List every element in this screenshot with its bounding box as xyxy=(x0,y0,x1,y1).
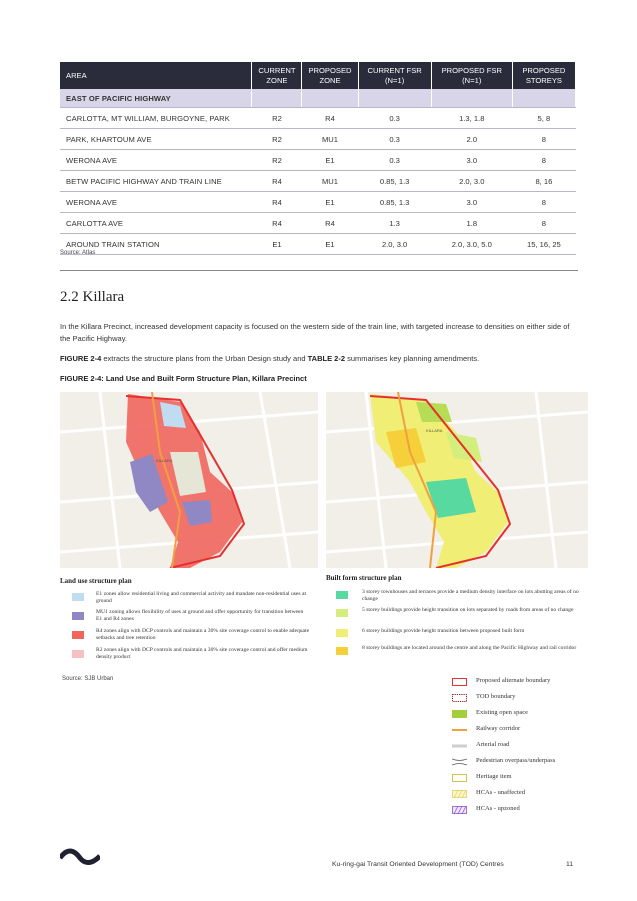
cell-current-zone: E1 xyxy=(252,234,302,255)
red-outline-box-icon xyxy=(452,678,467,686)
cell-proposed-fsr: 1.8 xyxy=(431,213,512,234)
land-use-map-graphic xyxy=(60,392,318,568)
built-form-map-graphic xyxy=(326,392,588,568)
cell-current-fsr: 1.3 xyxy=(358,213,431,234)
built-form-legend xyxy=(326,586,588,666)
map-legend-label: Pedestrian overpass/underpass xyxy=(476,757,556,764)
figure-source: Source: SJB Urban xyxy=(62,676,114,682)
cell-area: WERONA AVE xyxy=(60,192,252,213)
map-legend-label: HCAs - unaffected xyxy=(476,789,525,796)
cell-current-zone: R2 xyxy=(252,129,302,150)
cell-proposed-storeys: 8 xyxy=(512,213,575,234)
cell-proposed-zone: MU1 xyxy=(302,171,358,192)
grey-line-icon xyxy=(452,742,467,750)
cell-current-fsr: 2.0, 3.0 xyxy=(358,234,431,255)
orange-line-icon xyxy=(452,726,467,734)
r2-swatch xyxy=(72,650,84,658)
cell-area: WERONA AVE xyxy=(60,150,252,171)
cell-proposed-fsr: 3.0 xyxy=(431,192,512,213)
e1-swatch xyxy=(72,593,84,601)
cell-proposed-zone: E1 xyxy=(302,150,358,171)
svg-text:KILLARA: KILLARA xyxy=(426,428,443,433)
table-source: Source: Atlas xyxy=(60,250,96,256)
svg-text:KILLARA: KILLARA xyxy=(156,458,173,463)
built-form-item: 3 storey townhouses and terraces provide a medium density interface on lots abutting areas of no change xyxy=(362,589,579,602)
table-row xyxy=(60,129,576,150)
map-legend-label: Existing open space xyxy=(476,709,528,716)
three-storey-swatch xyxy=(336,591,348,599)
cell-proposed-storeys: 8, 16 xyxy=(512,171,575,192)
crossing-icon xyxy=(452,758,467,766)
map-legend-label: Railway corridor xyxy=(476,725,521,732)
cell-area: CARLOTTA, MT WILLIAM, BURGOYNE, PARK xyxy=(60,108,252,129)
cell-proposed-fsr: 2.0, 3.0, 5.0 xyxy=(431,234,512,255)
table-row xyxy=(60,150,576,171)
footer-title: Ku-ring-gai Transit Oriented Development (TOD) Centres xyxy=(332,861,504,868)
built-form-item: 6 storey buildings provide height transition between proposed built form xyxy=(362,628,525,634)
built-form-item: 5 storey buildings provide height transition on lots separated by roads from areas of no change xyxy=(362,607,574,613)
table-subheader-row xyxy=(60,89,576,108)
header-proposed-fsr: PROPOSED FSR (N=1) xyxy=(431,62,512,89)
cell-proposed-fsr: 2.0, 3.0 xyxy=(431,171,512,192)
cell-proposed-storeys: 5, 8 xyxy=(512,108,575,129)
map-legend-label: TOD boundary xyxy=(476,693,516,700)
cell-proposed-storeys: 8 xyxy=(512,192,575,213)
figure-reference: FIGURE 2-4 xyxy=(60,354,102,363)
cell-current-zone: R4 xyxy=(252,171,302,192)
cell-proposed-zone: R4 xyxy=(302,108,358,129)
cell-area: CARLOTTA AVE xyxy=(60,213,252,234)
cell-area: PARK, KHARTOUM AVE xyxy=(60,129,252,150)
table-header-row xyxy=(60,62,576,89)
table-row xyxy=(60,192,576,213)
yellow-hatch-box-icon xyxy=(452,790,467,798)
mu1-swatch xyxy=(72,612,84,620)
eight-storey-swatch xyxy=(336,647,348,655)
cell-proposed-storeys: 8 xyxy=(512,150,575,171)
purple-hatch-box-icon xyxy=(452,806,467,814)
map-legend-label: Heritage item xyxy=(476,773,512,780)
table-reference: TABLE 2-2 xyxy=(307,354,345,363)
land-use-legend-title: Land use structure plan xyxy=(60,577,132,585)
table-row xyxy=(60,171,576,192)
cell-current-zone: R4 xyxy=(252,192,302,213)
cell-area: BETW PACIFIC HIGHWAY AND TRAIN LINE xyxy=(60,171,252,192)
logo-icon xyxy=(60,846,100,868)
built-form-map xyxy=(326,392,588,568)
land-use-legend xyxy=(60,588,318,668)
six-storey-swatch xyxy=(336,629,348,637)
land-use-item: MU1 zoning allows flexibility of uses at ground and offer opportunity for transition between E1 and R4 zones xyxy=(96,609,304,622)
land-use-map xyxy=(60,392,318,568)
table-row xyxy=(60,234,576,255)
cell-proposed-storeys: 15, 16, 25 xyxy=(512,234,575,255)
header-current-fsr: CURRENT FSR (N=1) xyxy=(358,62,431,89)
map-legend-label: Proposed alternate boundary xyxy=(476,677,551,684)
figure-caption: FIGURE 2-4: Land Use and Built Form Structure Plan, Killara Precinct xyxy=(60,374,307,383)
section-divider xyxy=(60,270,578,271)
planning-amendments-table xyxy=(60,62,576,255)
cell-proposed-zone: MU1 xyxy=(302,129,358,150)
built-form-item: 8 storey buildings are located around the centre and along the Pacific Highway and rail corridor xyxy=(362,645,577,651)
cell-current-zone: R4 xyxy=(252,213,302,234)
table-row xyxy=(60,108,576,129)
subheader-label: EAST OF PACIFIC HIGHWAY xyxy=(60,89,252,108)
cell-proposed-fsr: 2.0 xyxy=(431,129,512,150)
cell-current-zone: R2 xyxy=(252,108,302,129)
built-form-legend-title: Built form structure plan xyxy=(326,574,402,582)
cell-proposed-storeys: 8 xyxy=(512,129,575,150)
cell-proposed-zone: R4 xyxy=(302,213,358,234)
cell-proposed-fsr: 1.3, 1.8 xyxy=(431,108,512,129)
reference-paragraph: FIGURE 2-4 extracts the structure plans from the Urban Design study and TABLE 2-2 summarises key planning amendments. xyxy=(60,354,480,363)
cell-current-fsr: 0.3 xyxy=(358,129,431,150)
intro-paragraph: In the Killara Precinct, increased development capacity is focused on the western side of the train line, with targeted increase to densities on either side of the Pacific Highway. xyxy=(60,322,570,343)
land-use-item: E1 zones allow residential living and commercial activity and mandate non-residential uses at ground xyxy=(96,591,307,604)
green-box-icon xyxy=(452,710,467,718)
page-number: 11 xyxy=(566,861,574,868)
cell-proposed-fsr: 3.0 xyxy=(431,150,512,171)
header-proposed-storeys: PROPOSED STOREYS xyxy=(512,62,575,89)
r4-swatch xyxy=(72,631,84,639)
cell-proposed-zone: E1 xyxy=(302,234,358,255)
cell-current-fsr: 0.3 xyxy=(358,108,431,129)
cell-current-zone: R2 xyxy=(252,150,302,171)
header-current-zone: CURRENT ZONE xyxy=(252,62,302,89)
cell-current-fsr: 0.3 xyxy=(358,150,431,171)
cell-area: AROUND TRAIN STATION xyxy=(60,234,252,255)
table-row xyxy=(60,213,576,234)
header-proposed-zone: PROPOSED ZONE xyxy=(302,62,358,89)
section-heading: 2.2 Killara xyxy=(60,289,125,305)
land-use-item: R4 zones align with DCP controls and maintain a 30% site coverage control to enable adequate setbacks and tree retention xyxy=(96,628,310,641)
cell-current-fsr: 0.85, 1.3 xyxy=(358,192,431,213)
cell-proposed-zone: E1 xyxy=(302,192,358,213)
dotted-red-box-icon xyxy=(452,694,467,702)
five-storey-swatch xyxy=(336,609,348,617)
land-use-item: R2 zones align with DCP controls and maintain a 30% site coverage control and offer medium density product xyxy=(96,647,308,660)
yellow-outline-box-icon xyxy=(452,774,467,782)
map-legend-label: HCAs - upzoned xyxy=(476,805,520,812)
cell-current-fsr: 0.85, 1.3 xyxy=(358,171,431,192)
header-area: AREA xyxy=(60,62,252,89)
map-legend-label: Arterial road xyxy=(476,741,510,748)
map-legend xyxy=(452,676,592,826)
